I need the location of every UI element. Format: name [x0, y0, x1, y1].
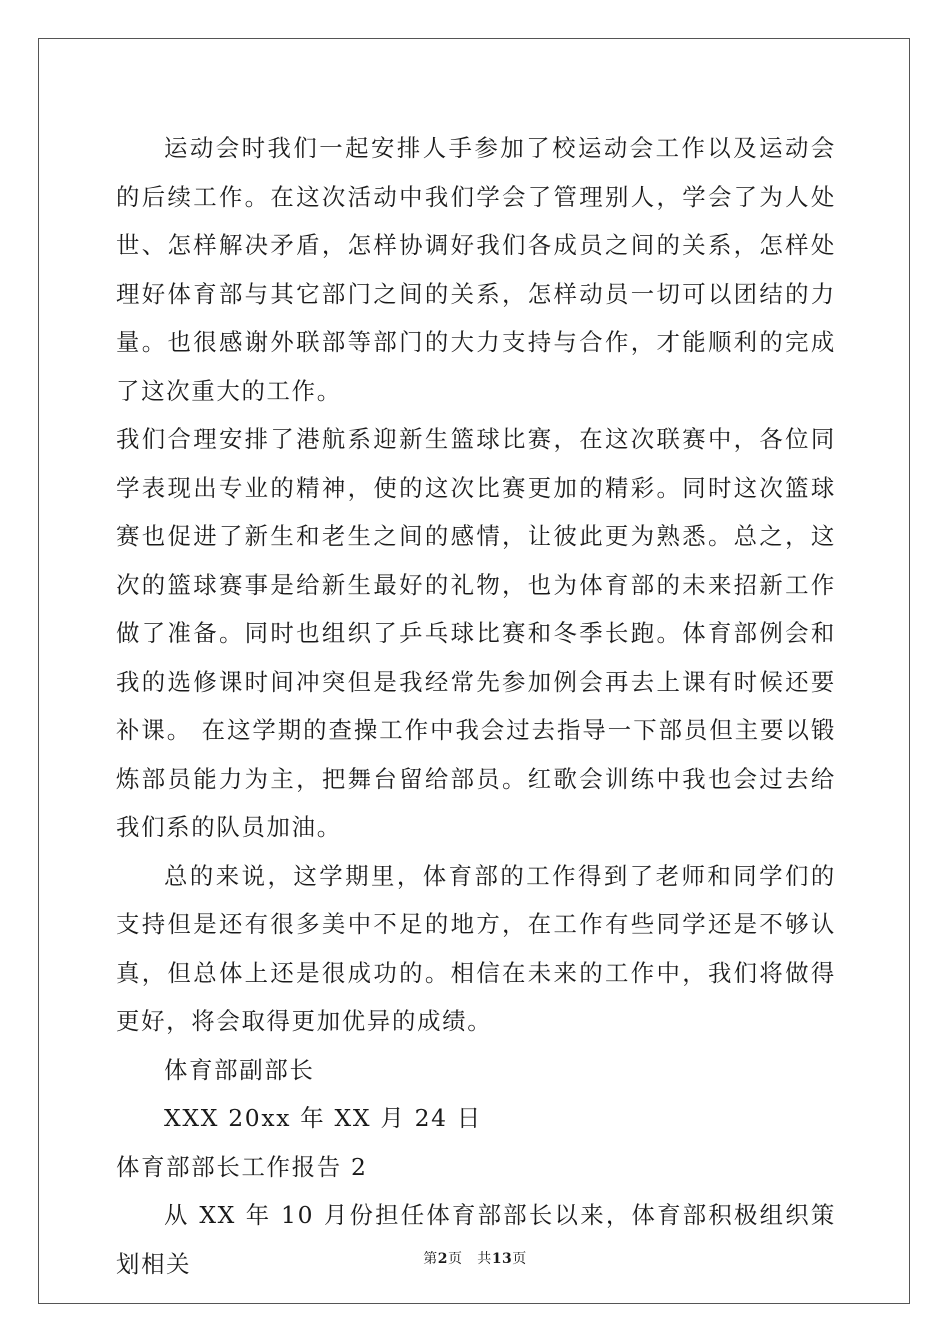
- page-total: 13: [491, 1251, 513, 1267]
- document-body: [116, 124, 836, 1288]
- page-suffix: 页: [512, 1251, 527, 1267]
- paragraph-report-start: 从 XX 年 10 月份担任体育部部长以来，体育部积极组织策划相关: [116, 1201, 836, 1278]
- page-prefix: 第: [423, 1251, 438, 1267]
- page-footer: [0, 1248, 950, 1268]
- paragraph-sports-meet: 运动会时我们一起安排人手参加了校运动会工作以及运动会的后续工作。在这次活动中我们学会了管理别人，学会了为人处世、怎样解决矛盾，怎样协调好我们各成员之间的关系，怎样处理好体育部与其它部门之间的关系，怎样动员一切可以团结的力量。也很感谢外联部等部门的大力支持与合作，才能顺利的完成了这次重大的工作。: [116, 134, 836, 405]
- paragraph-basketball: 我们合理安排了港航系迎新生篮球比赛，在这次联赛中，各位同学表现出专业的精神，使的这次比赛更加的精彩。同时这次篮球赛也促进了新生和老生之间的感情，让彼此更为熟悉。总之，这次的篮球赛事是给新生最好的礼物，也为体育部的未来招新工作做了准备。同时也组织了乒乓球比赛和冬季长跑。体育部例会和我的选修课时间冲突但是我经常先参加例会再去上课有时候还要补课。 在这学期的查操工作中我会过去指导一下部员但主要以锻炼部员能力为主，把舞台留给部员。红歌会训练中我也会过去给我们系的队员加油。: [116, 425, 836, 841]
- paragraph-summary: 总的来说，这学期里，体育部的工作得到了老师和同学们的支持但是还有很多美中不足的地方，在工作有些同学还是不够认真，但总体上还是很成功的。相信在未来的工作中，我们将做得更好，将会取得更加优异的成绩。: [116, 861, 836, 1035]
- signature-title: 体育部副部长: [164, 1055, 315, 1084]
- signature-date: XXX 20xx 年 XX 月 24 日: [164, 1104, 482, 1132]
- section-heading: 体育部部长工作报告 2: [116, 1152, 368, 1181]
- page-mid: 页 共: [447, 1251, 492, 1267]
- page-current: 2: [437, 1251, 448, 1267]
